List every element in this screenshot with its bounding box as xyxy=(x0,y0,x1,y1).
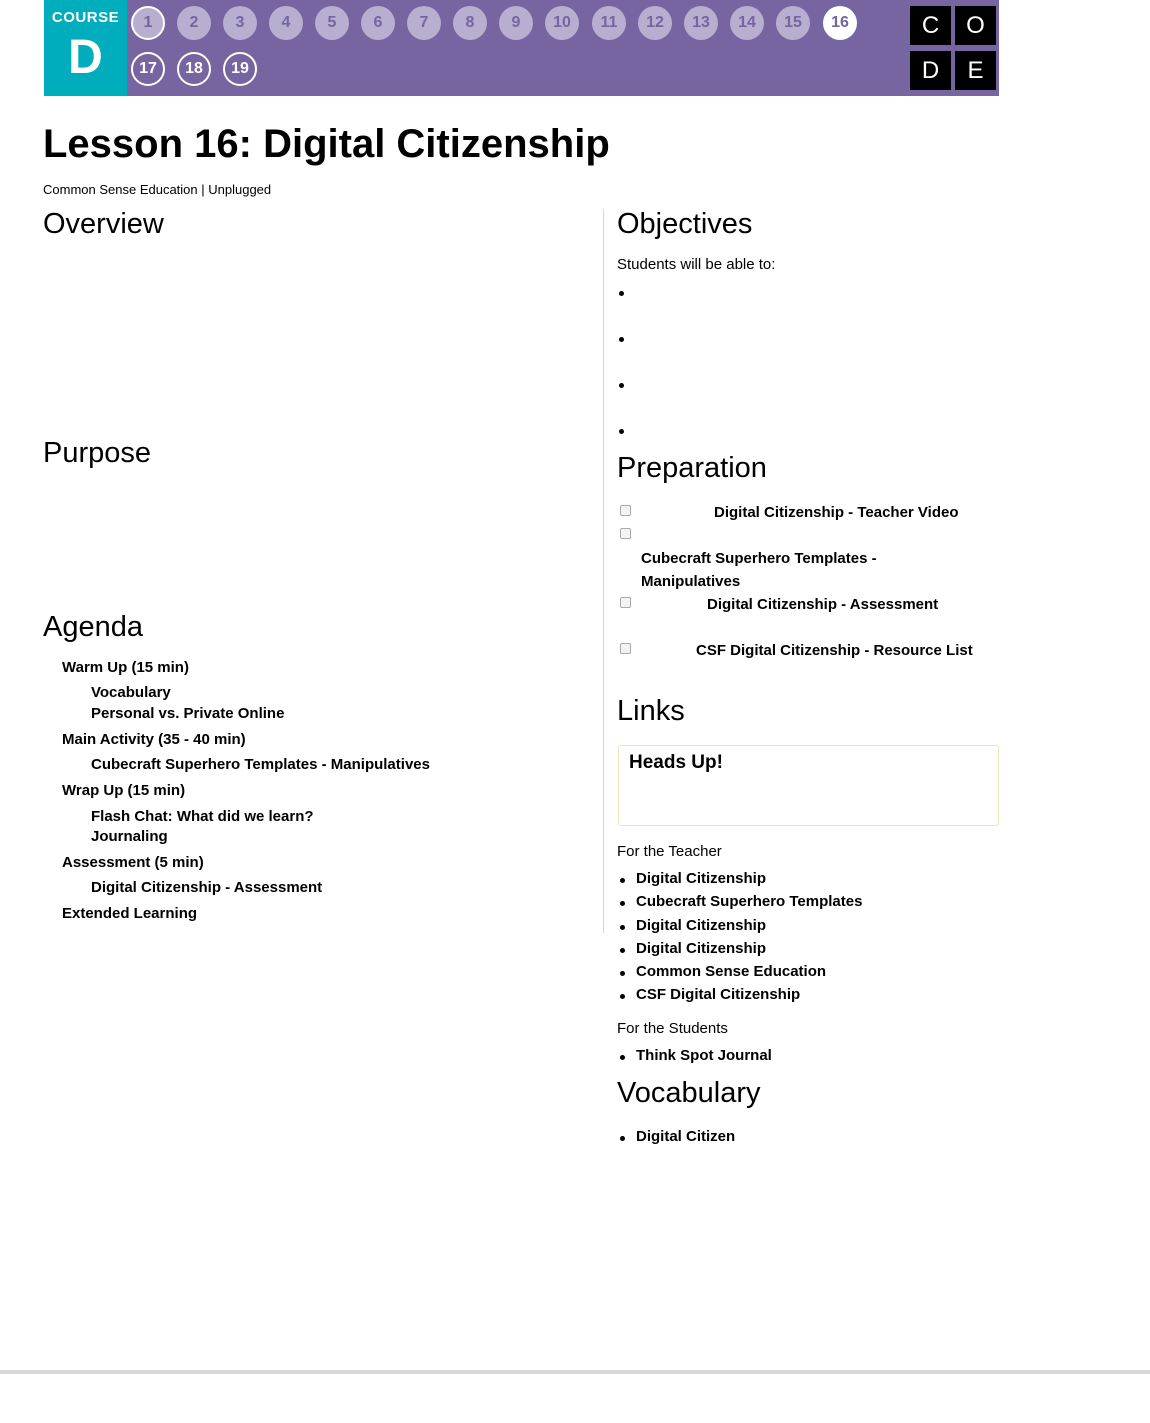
prep-checkbox-teacher-video[interactable] xyxy=(620,505,631,516)
lesson-bubble-13[interactable]: 13 xyxy=(684,6,718,40)
for-teacher-label: For the Teacher xyxy=(617,843,722,860)
lesson-bubble-2[interactable]: 2 xyxy=(177,6,211,40)
prep-item-teacher-video[interactable]: Digital Citizenship - Teacher Video xyxy=(714,504,959,521)
lesson-bubble-4[interactable]: 4 xyxy=(269,6,303,40)
teacher-link-common-sense[interactable]: Common Sense Education xyxy=(636,963,827,980)
student-link-think-spot[interactable]: Think Spot Journal xyxy=(636,1047,772,1064)
footer-divider xyxy=(0,1370,1150,1374)
objective-bullet xyxy=(619,337,624,342)
prep-checkbox-resource-list[interactable] xyxy=(620,643,631,654)
purpose-heading: Purpose xyxy=(43,437,152,469)
link-bullet xyxy=(620,994,625,999)
lesson-bubble-3[interactable]: 3 xyxy=(223,6,257,40)
objective-bullet xyxy=(619,429,624,434)
prep-item-cubecraft[interactable]: Cubecraft Superhero Templates - Manipulatives xyxy=(641,550,877,590)
heads-up-title: Heads Up! xyxy=(629,752,723,773)
vocab-item-digital-citizen[interactable]: Digital Citizen xyxy=(636,1128,736,1145)
prep-checkbox-assessment[interactable] xyxy=(620,597,631,608)
logo-letter-c: C xyxy=(910,6,951,45)
overview-heading: Overview xyxy=(43,208,164,240)
agenda-item-main-activity[interactable]: Main Activity (35 - 40 min) xyxy=(62,731,246,748)
agenda-sub-vocabulary[interactable]: Vocabulary xyxy=(91,684,171,701)
course-word: COURSE xyxy=(51,9,120,26)
agenda-item-wrap-up[interactable]: Wrap Up (15 min) xyxy=(62,782,186,799)
lesson-bubble-7[interactable]: 7 xyxy=(407,6,441,40)
agenda-heading: Agenda xyxy=(43,611,143,643)
agenda-item-warm-up[interactable]: Warm Up (15 min) xyxy=(62,659,189,676)
preparation-heading: Preparation xyxy=(617,452,767,484)
agenda-sub-journaling[interactable]: Journaling xyxy=(91,828,168,845)
logo-letter-o: O xyxy=(955,6,996,45)
for-students-label: For the Students xyxy=(617,1020,728,1037)
link-bullet xyxy=(620,925,625,930)
course-badge[interactable] xyxy=(44,0,127,96)
prep-item-resource-list[interactable]: CSF Digital Citizenship - Resource List xyxy=(696,642,973,659)
prep-item-assessment[interactable]: Digital Citizenship - Assessment xyxy=(707,596,939,613)
lesson-bubble-5[interactable]: 5 xyxy=(315,6,349,40)
objectives-intro: Students will be able to: xyxy=(617,256,776,273)
vocabulary-heading: Vocabulary xyxy=(617,1077,761,1109)
agenda-sub-cubecraft[interactable]: Cubecraft Superhero Templates - Manipulatives xyxy=(91,756,430,773)
lesson-bubble-9[interactable]: 9 xyxy=(499,6,533,40)
lesson-bubble-8[interactable]: 8 xyxy=(453,6,487,40)
links-heading: Links xyxy=(617,695,685,727)
link-bullet xyxy=(620,1055,625,1060)
course-banner xyxy=(44,0,999,96)
vocab-bullet xyxy=(620,1136,625,1141)
agenda-item-assessment[interactable]: Assessment (5 min) xyxy=(62,854,204,871)
agenda-sub-personal-vs-private[interactable]: Personal vs. Private Online xyxy=(91,705,285,722)
teacher-link-cubecraft[interactable]: Cubecraft Superhero Templates xyxy=(636,893,863,910)
lesson-bubble-16-current[interactable]: 16 xyxy=(823,6,857,40)
lesson-bubble-14[interactable]: 14 xyxy=(730,6,764,40)
lesson-bubble-15[interactable]: 15 xyxy=(776,6,810,40)
lesson-bubble-17[interactable]: 17 xyxy=(131,52,165,86)
prep-checkbox-cubecraft[interactable] xyxy=(620,528,631,539)
teacher-link-digital-citizenship[interactable]: Digital Citizenship xyxy=(636,870,767,887)
link-bullet xyxy=(620,901,625,906)
lesson-bubble-11[interactable]: 11 xyxy=(592,6,626,40)
course-letter: D xyxy=(68,31,103,84)
teacher-link-digital-citizenship-3[interactable]: Digital Citizenship xyxy=(636,940,767,957)
page-title: Lesson 16: Digital Citizenship xyxy=(43,122,610,166)
lesson-bubble-6[interactable]: 6 xyxy=(361,6,395,40)
objective-bullet xyxy=(619,383,624,388)
logo-letter-e: E xyxy=(955,51,996,90)
agenda-sub-digital-citizenship-assessment[interactable]: Digital Citizenship - Assessment xyxy=(91,879,323,896)
code-logo[interactable] xyxy=(910,6,996,90)
column-divider xyxy=(603,209,604,933)
agenda-sub-flash-chat[interactable]: Flash Chat: What did we learn? xyxy=(91,808,314,825)
teacher-link-digital-citizenship-2[interactable]: Digital Citizenship xyxy=(636,917,767,934)
lesson-bubble-12[interactable]: 12 xyxy=(638,6,672,40)
page-subtitle: Common Sense Education | Unplugged xyxy=(43,182,272,197)
link-bullet xyxy=(620,948,625,953)
objectives-heading: Objectives xyxy=(617,208,753,240)
lesson-bubble-1[interactable]: 1 xyxy=(131,6,165,40)
link-bullet xyxy=(620,878,625,883)
lesson-bubble-10[interactable]: 10 xyxy=(545,6,579,40)
lesson-bubble-19[interactable]: 19 xyxy=(223,52,257,86)
logo-letter-d: D xyxy=(910,51,951,90)
agenda-item-extended-learning[interactable]: Extended Learning xyxy=(62,905,198,922)
teacher-link-csf-digital-citizenship[interactable]: CSF Digital Citizenship xyxy=(636,986,801,1003)
objective-bullet xyxy=(619,291,624,296)
link-bullet xyxy=(620,971,625,976)
lesson-bubble-18[interactable]: 18 xyxy=(177,52,211,86)
heads-up-callout xyxy=(618,745,999,826)
